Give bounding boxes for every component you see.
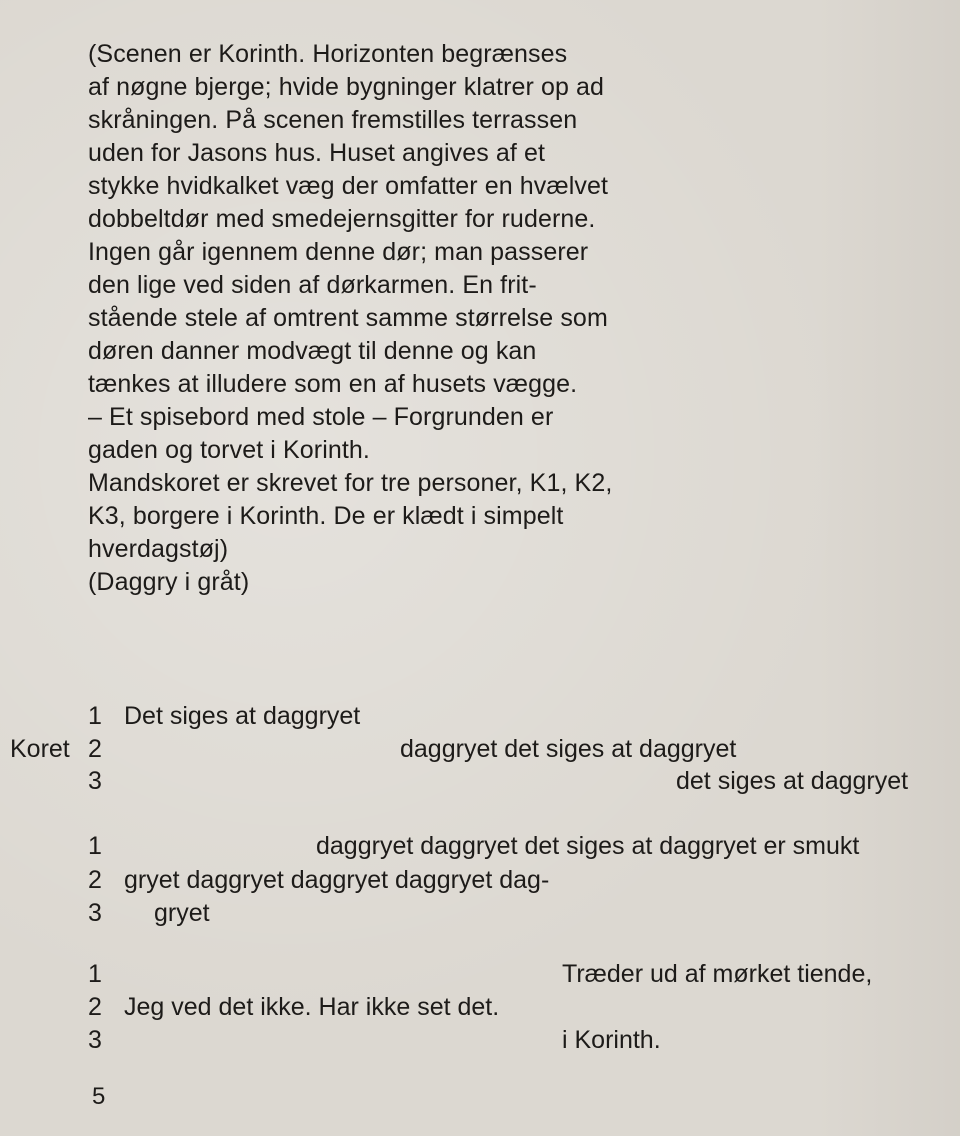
chorus-line: daggryet daggryet det siges at daggryet er smukt (316, 832, 860, 860)
chorus-line: Jeg ved det ikke. Har ikke set det. (124, 993, 500, 1021)
stage-line: af nøgne bjerge; hvide bygninger klatrer op ad (88, 73, 605, 101)
speaker-label: Koret (10, 735, 70, 763)
stage-line: K3, borgere i Korinth. De er klædt i simpelt (88, 502, 564, 530)
chorus-line: gryet (154, 899, 210, 927)
line-number: 1 (88, 702, 102, 730)
stage-line: stående stele af omtrent samme størrelse som (88, 304, 608, 332)
line-number: 2 (88, 866, 102, 894)
line-number: 1 (88, 832, 102, 860)
stage-line: (Daggry i gråt) (88, 568, 250, 596)
chorus-line: gryet daggryet daggryet daggryet dag- (124, 866, 550, 894)
page-number: 5 (92, 1083, 106, 1110)
stage-line: hverdagstøj) (88, 535, 229, 563)
line-number: 2 (88, 735, 102, 763)
stage-line: Mandskoret er skrevet for tre personer, K1, K2, (88, 469, 613, 497)
stage-line: den lige ved siden af dørkarmen. En frit- (88, 271, 537, 299)
stage-line: skråningen. På scenen fremstilles terrassen (88, 106, 578, 134)
chorus-line: i Korinth. (562, 1026, 661, 1054)
line-number: 3 (88, 1026, 102, 1054)
line-number: 3 (88, 767, 102, 795)
chorus-line: daggryet det siges at daggryet (400, 735, 737, 763)
chorus-line: det siges at daggryet (676, 767, 909, 795)
stage-line: dobbeltdør med smedejernsgitter for ruderne. (88, 205, 596, 233)
line-number: 2 (88, 993, 102, 1021)
stage-line: gaden og torvet i Korinth. (88, 436, 370, 464)
stage-line: uden for Jasons hus. Huset angives af et (88, 139, 546, 167)
chorus-line: Det siges at daggryet (124, 702, 361, 730)
stage-line: – Et spisebord med stole – Forgrunden er (88, 403, 554, 431)
chorus-line: Træder ud af mørket tiende, (562, 960, 873, 988)
stage-line: døren danner modvægt til denne og kan (88, 337, 537, 365)
line-number: 3 (88, 899, 102, 927)
stage-line: (Scenen er Korinth. Horizonten begrænses (88, 40, 568, 68)
stage-line: stykke hvidkalket væg der omfatter en hvælvet (88, 172, 609, 200)
stage-line: tænkes at illudere som en af husets vægge. (88, 370, 578, 398)
line-number: 1 (88, 960, 102, 988)
stage-line: Ingen går igennem denne dør; man passerer (88, 238, 589, 266)
